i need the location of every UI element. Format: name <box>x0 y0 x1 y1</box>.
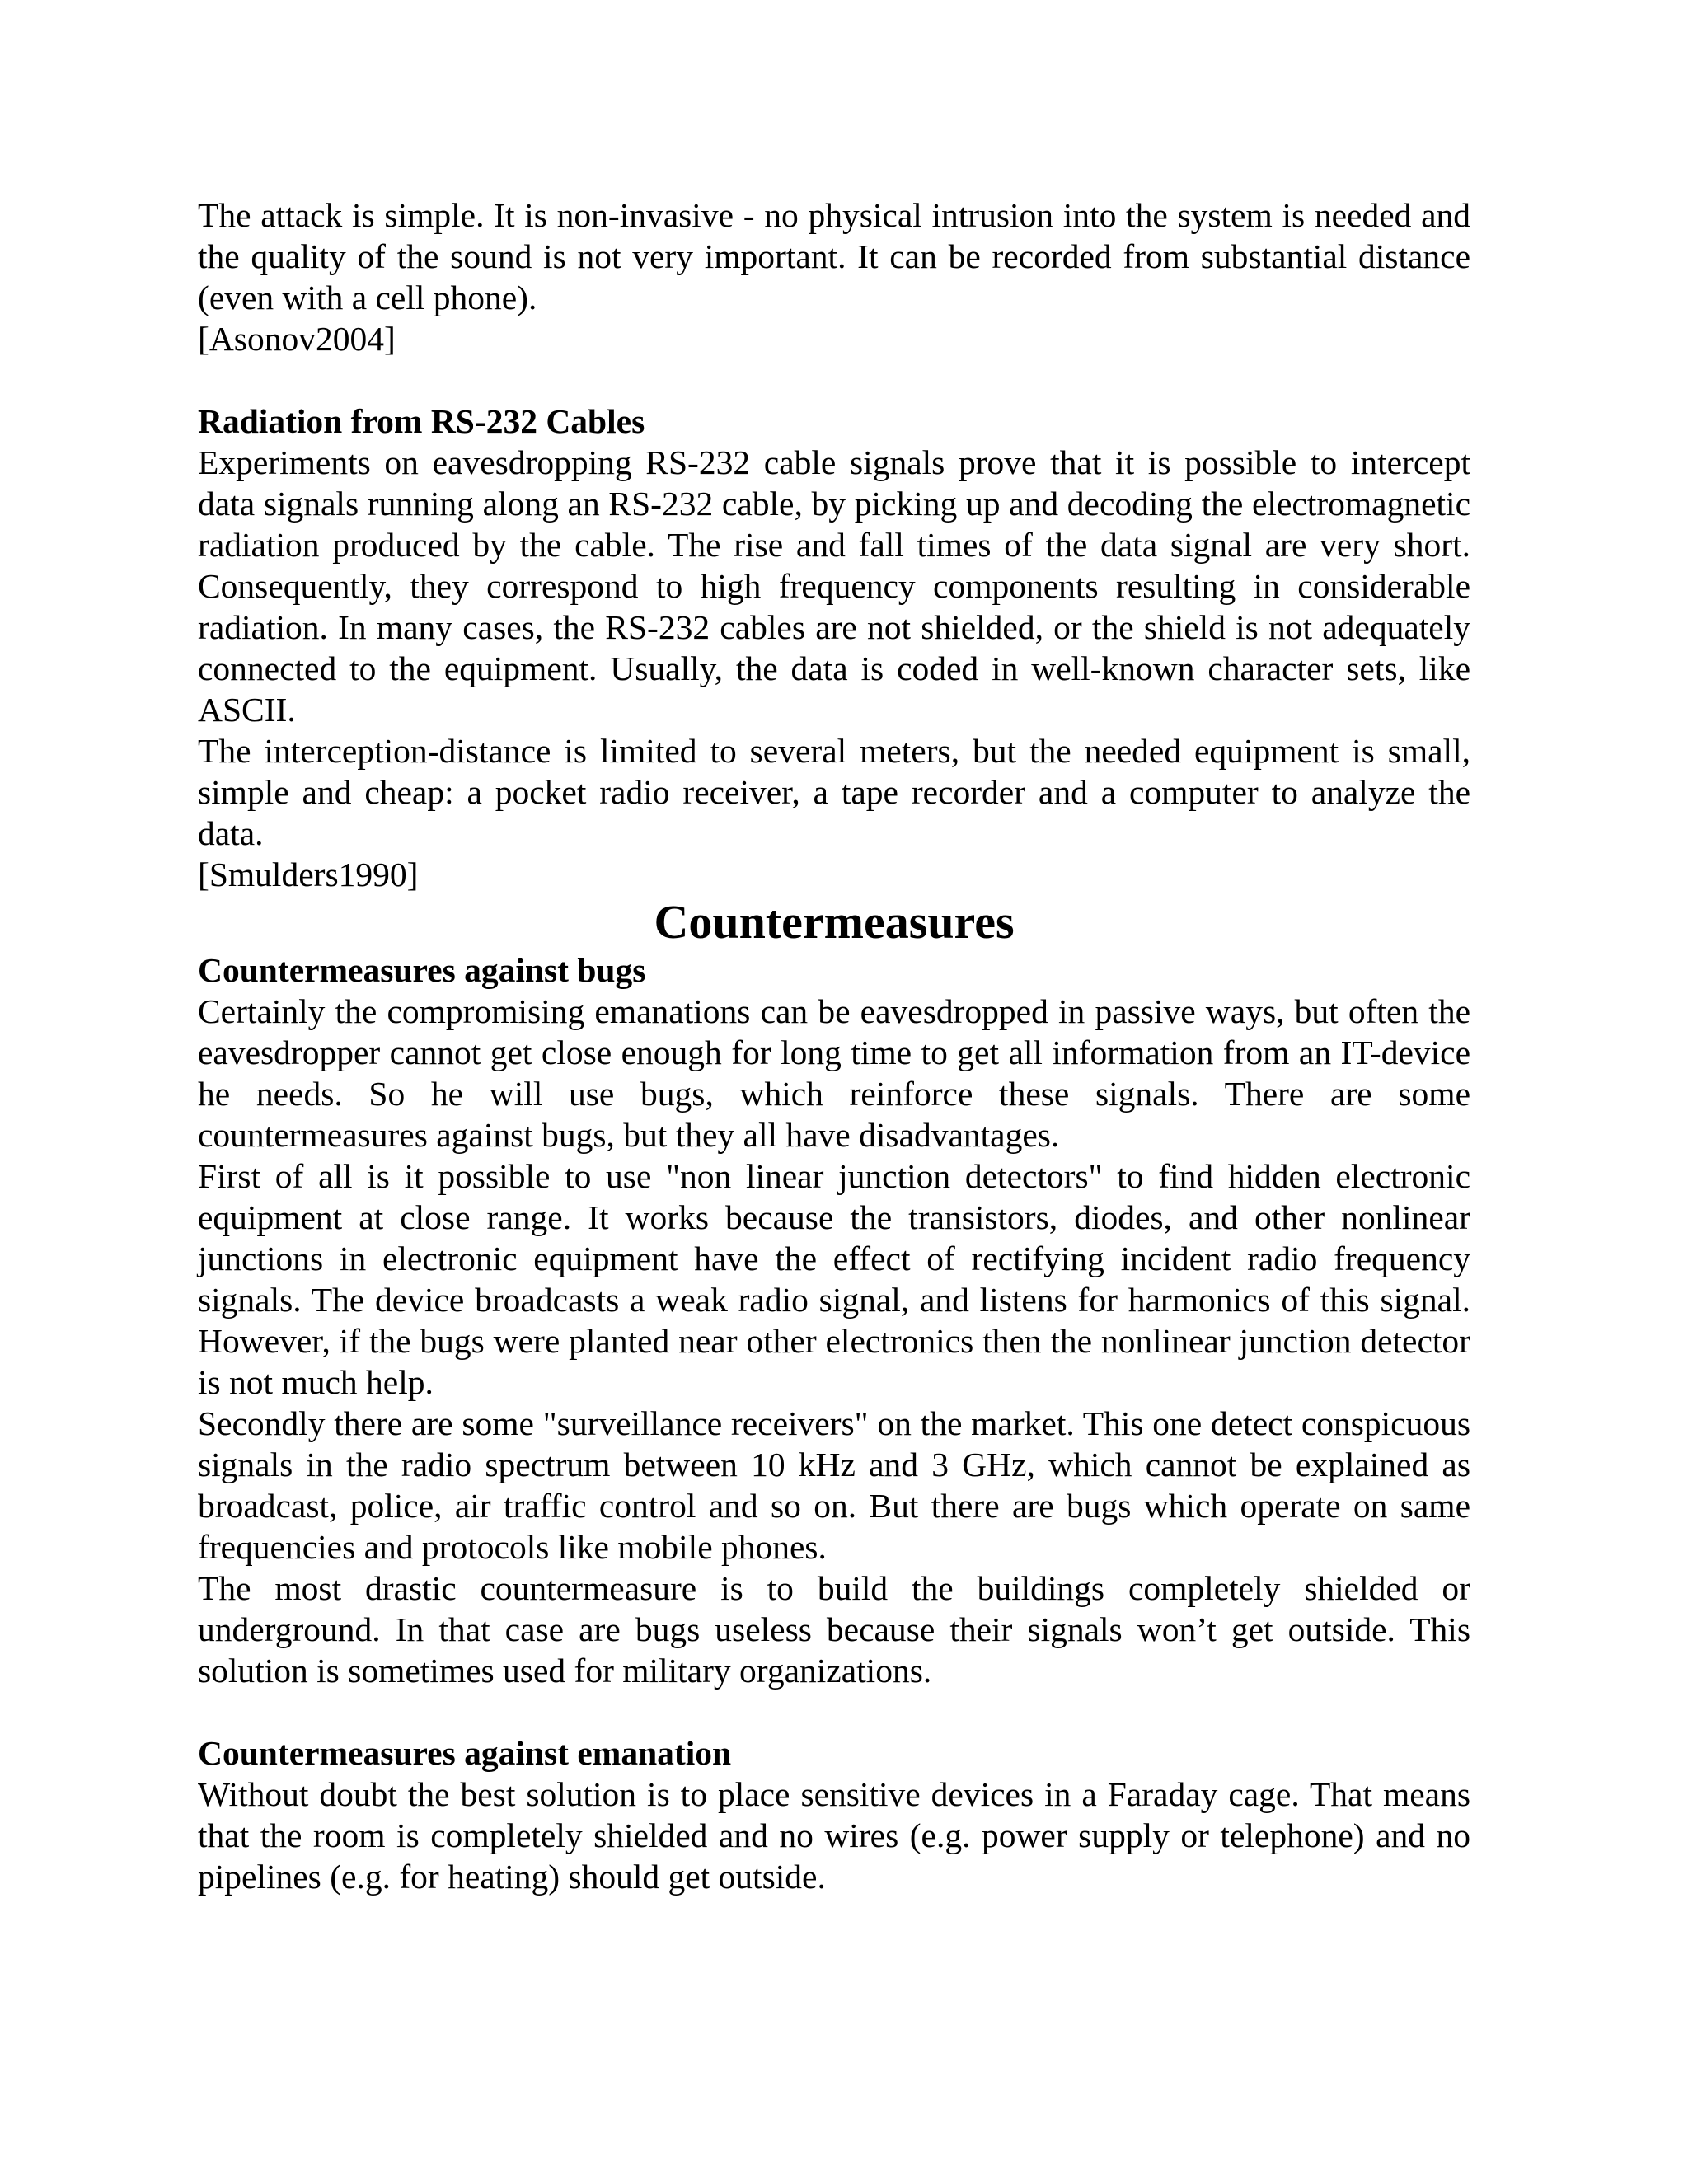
bugs-paragraph-4: The most drastic countermeasure is to build the buildings completely shielded or underground. In that case are bugs useless because their signals won’t get outside. This solution is sometimes used for military organizations. <box>198 1569 1470 1690</box>
section-title-countermeasures: Countermeasures <box>654 895 1015 949</box>
document-page <box>198 194 1470 1897</box>
emanation-paragraph-1: Without doubt the best solution is to place sensitive devices in a Faraday cage. That means that the room is completely shielded and no wires (e.g. power supply or telephone) and no pipelines (e.g. for heating) should get outside. <box>198 1775 1470 1896</box>
intro-paragraph: The attack is simple. It is non-invasive - no physical intrusion into the system is needed and the quality of the sound is not very important. It can be recorded from substantial distance (even with a cell phone). <box>198 196 1470 316</box>
heading-countermeasures-emanation: Countermeasures against emanation <box>198 1734 732 1772</box>
reference-asonov: [Asonov2004] <box>198 320 396 358</box>
spacer <box>198 1691 1470 1732</box>
heading-countermeasures-bugs: Countermeasures against bugs <box>198 951 646 989</box>
rs232-paragraph-2: The interception-distance is limited to several meters, but the needed equipment is small, simple and cheap: a pocket radio receiver, a tape recorder and a computer to analyze the data. <box>198 732 1470 852</box>
bugs-paragraph-1: Certainly the compromising emanations can be eavesdropped in passive ways, but often the eavesdropper cannot get close enough for long time to get all information from an IT-device he needs. So he will use bugs, which reinforce these signals. There are some countermeasures against bugs, but they all have disadvantages. <box>198 992 1470 1154</box>
heading-rs232: Radiation from RS-232 Cables <box>198 402 645 440</box>
spacer <box>198 359 1470 401</box>
rs232-paragraph-1: Experiments on eavesdropping RS-232 cable signals prove that it is possible to intercept data signals running along an RS-232 cable, by picking up and decoding the electromagnetic radiation produced by the cable. The rise and fall times of the data signal are very short. Consequently, they correspond to high frequency components resulting in considerable radiation. In many cases, the RS-232 cables are not shielded, or the shield is not adequately connected to the equipment. Usually, the data is coded in well-known character sets, like ASCII. <box>198 443 1470 729</box>
bugs-paragraph-3: Secondly there are some "surveillance receivers" on the market. This one detect conspicuous signals in the radio spectrum between 10 kHz and 3 GHz, which cannot be explained as broadcast, police, air traffic control and so on. But there are bugs which operate on same frequencies and protocols like mobile phones. <box>198 1404 1470 1566</box>
reference-smulders: [Smulders1990] <box>198 855 419 893</box>
bugs-paragraph-2: First of all is it possible to use "non linear junction detectors" to find hidden electronic equipment at close range. It works because the transistors, diodes, and other nonlinear junctions in electronic equipment have the effect of rectifying incident radio frequency signals. The device broadcasts a weak radio signal, and listens for harmonics of this signal. However, if the bugs were planted near other electronics then the nonlinear junction detector is not much help. <box>198 1157 1470 1401</box>
